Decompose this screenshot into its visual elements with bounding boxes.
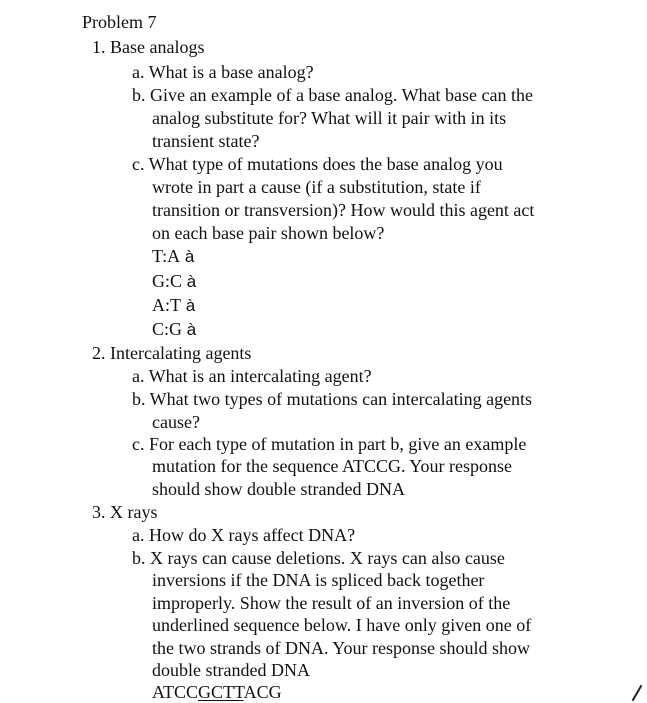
problem-title: Problem 7 (82, 12, 157, 32)
arrow-glyph: à (185, 296, 196, 315)
question-line: b. Give an example of a base analog. What base can the (132, 85, 534, 105)
arrow-glyph: à (186, 320, 197, 339)
pen-mark (632, 685, 643, 702)
question-line: on each base pair shown below? (152, 223, 385, 243)
question-line: transient state? (152, 131, 260, 151)
question-line: improperly. Show the result of an inversion of the (152, 593, 511, 613)
question-line: inversions if the DNA is spliced back together (152, 570, 485, 590)
section-heading: 3. X rays (92, 502, 158, 522)
question-line: should show double stranded DNA (152, 479, 405, 499)
question-line: a. How do X rays affect DNA? (132, 525, 356, 545)
question-line: wrote in part a cause (if a substitution, state if (152, 177, 481, 197)
question-line: c. For each type of mutation in part b, give an example (132, 434, 527, 454)
base-pair-row (152, 294, 195, 317)
base-pair: T:A (152, 246, 181, 266)
question-line: b. X rays can cause deletions. X rays can also cause (132, 548, 505, 568)
question-line: analog substitute for? What will it pair with in its (152, 108, 507, 128)
arrow-glyph: à (186, 272, 197, 291)
question-line: mutation for the sequence ATCCG. Your response (152, 456, 512, 476)
question-line: cause? (152, 412, 200, 432)
base-pair: G:C (152, 271, 183, 291)
base-pair-row (152, 245, 194, 268)
question-line: underlined sequence below. I have only given one of (152, 615, 532, 635)
question-line: a. What is a base analog? (132, 62, 314, 82)
question-line: the two strands of DNA. Your response should show (152, 638, 530, 658)
question-line: double stranded DNA (152, 660, 310, 680)
base-pair: C:G (152, 319, 183, 339)
base-pair: A:T (152, 295, 181, 315)
section-heading: 1. Base analogs (92, 37, 205, 57)
arrow-glyph: à (184, 247, 195, 266)
base-pair-row (152, 270, 196, 293)
question-line: b. What two types of mutations can intercalating agents (132, 389, 533, 409)
sequence-underlined: GCTT (198, 682, 244, 702)
section-heading: 2. Intercalating agents (92, 343, 252, 363)
base-pair-row (152, 318, 196, 341)
question-line: a. What is an intercalating agent? (132, 366, 372, 386)
sequence-suffix: ACG (243, 682, 282, 702)
question-line: c. What type of mutations does the base analog you (132, 154, 503, 174)
sequence-prefix: ATCC (152, 682, 199, 702)
question-line: transition or transversion)? How would this agent act (152, 200, 535, 220)
